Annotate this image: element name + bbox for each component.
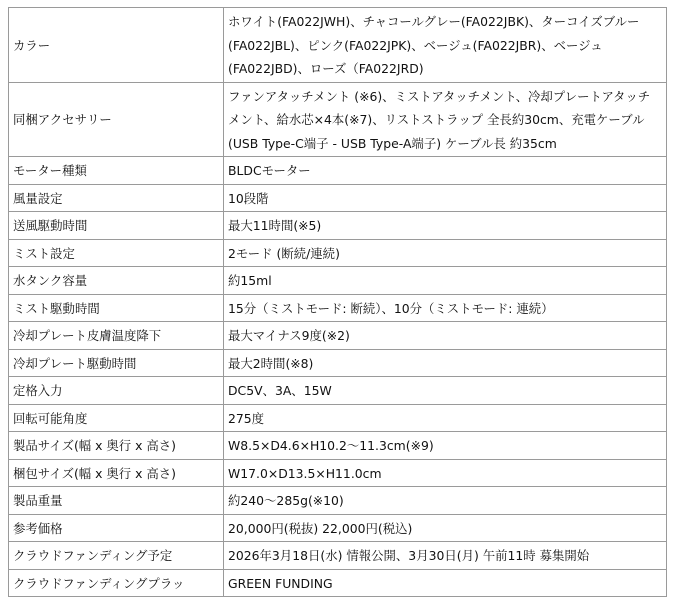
spec-row-tank bbox=[9, 267, 667, 295]
spec-value: BLDCモーター bbox=[224, 157, 667, 185]
spec-value: 15分（ミストモード: 断続）、10分（ミストモード: 連続） bbox=[224, 294, 667, 322]
spec-label: 送風駆動時間 bbox=[9, 212, 224, 240]
spec-value: 10段階 bbox=[224, 184, 667, 212]
spec-label: 回転可能角度 bbox=[9, 404, 224, 432]
spec-label: 水タンク容量 bbox=[9, 267, 224, 295]
spec-value: ファンアタッチメント (※6)、ミストアタッチメント、冷却プレートアタッチメント、給水芯×4本(※7)、リストストラップ 全長約30cm、充電ケーブル (USB Type-C端子 - USB Type-A端子) ケーブル長 約35cm bbox=[224, 82, 667, 157]
spec-row-crowdfunding-schedule bbox=[9, 542, 667, 570]
spec-label: モーター種類 bbox=[9, 157, 224, 185]
spec-value: 約15ml bbox=[224, 267, 667, 295]
spec-label: 風量設定 bbox=[9, 184, 224, 212]
spec-row-color bbox=[9, 8, 667, 83]
spec-label: 冷却プレート皮膚温度降下 bbox=[9, 322, 224, 350]
spec-row-airflow bbox=[9, 184, 667, 212]
spec-row-rotation bbox=[9, 404, 667, 432]
spec-row-price bbox=[9, 514, 667, 542]
spec-label: クラウドファンディングプラッ bbox=[9, 569, 224, 597]
spec-label: カラー bbox=[9, 8, 224, 83]
spec-row-weight bbox=[9, 487, 667, 515]
spec-value: W17.0×D13.5×H11.0cm bbox=[224, 459, 667, 487]
spec-row-motor bbox=[9, 157, 667, 185]
spec-value: 2モード (断続/連続) bbox=[224, 239, 667, 267]
spec-label: 定格入力 bbox=[9, 377, 224, 405]
spec-label: クラウドファンディング予定 bbox=[9, 542, 224, 570]
spec-value: 約240～285g(※10) bbox=[224, 487, 667, 515]
spec-value: 20,000円(税抜) 22,000円(税込) bbox=[224, 514, 667, 542]
spec-label: 製品重量 bbox=[9, 487, 224, 515]
spec-label: 同梱アクセサリー bbox=[9, 82, 224, 157]
spec-label: ミスト駆動時間 bbox=[9, 294, 224, 322]
spec-row-crowdfunding-platform bbox=[9, 569, 667, 597]
spec-row-fan-runtime bbox=[9, 212, 667, 240]
spec-label: 参考価格 bbox=[9, 514, 224, 542]
spec-row-plate-temp bbox=[9, 322, 667, 350]
spec-row-mist-setting bbox=[9, 239, 667, 267]
spec-value: 最大11時間(※5) bbox=[224, 212, 667, 240]
spec-row-plate-runtime bbox=[9, 349, 667, 377]
spec-value: DC5V、3A、15W bbox=[224, 377, 667, 405]
spec-row-mist-runtime bbox=[9, 294, 667, 322]
spec-row-product-size bbox=[9, 432, 667, 460]
spec-value: W8.5×D4.6×H10.2～11.3cm(※9) bbox=[224, 432, 667, 460]
spec-value: 最大マイナス9度(※2) bbox=[224, 322, 667, 350]
spec-value: GREEN FUNDING bbox=[224, 569, 667, 597]
spec-value: 275度 bbox=[224, 404, 667, 432]
spec-table bbox=[8, 7, 667, 597]
spec-row-rated-input bbox=[9, 377, 667, 405]
spec-value: 最大2時間(※8) bbox=[224, 349, 667, 377]
spec-label: ミスト設定 bbox=[9, 239, 224, 267]
spec-label: 冷却プレート駆動時間 bbox=[9, 349, 224, 377]
spec-value: ホワイト(FA022JWH)、チャコールグレー(FA022JBK)、ターコイズブルー(FA022JBL)、ピンク(FA022JPK)、ベージュ(FA022JBR)、ベージュ(FA022JBD)、ローズ（FA022JRD) bbox=[224, 8, 667, 83]
spec-row-accessories bbox=[9, 82, 667, 157]
spec-label: 梱包サイズ(幅 x 奥行 x 高さ) bbox=[9, 459, 224, 487]
spec-value: 2026年3月18日(水) 情報公開、3月30日(月) 午前11時 募集開始 bbox=[224, 542, 667, 570]
spec-label: 製品サイズ(幅 x 奥行 x 高さ) bbox=[9, 432, 224, 460]
spec-row-package-size bbox=[9, 459, 667, 487]
